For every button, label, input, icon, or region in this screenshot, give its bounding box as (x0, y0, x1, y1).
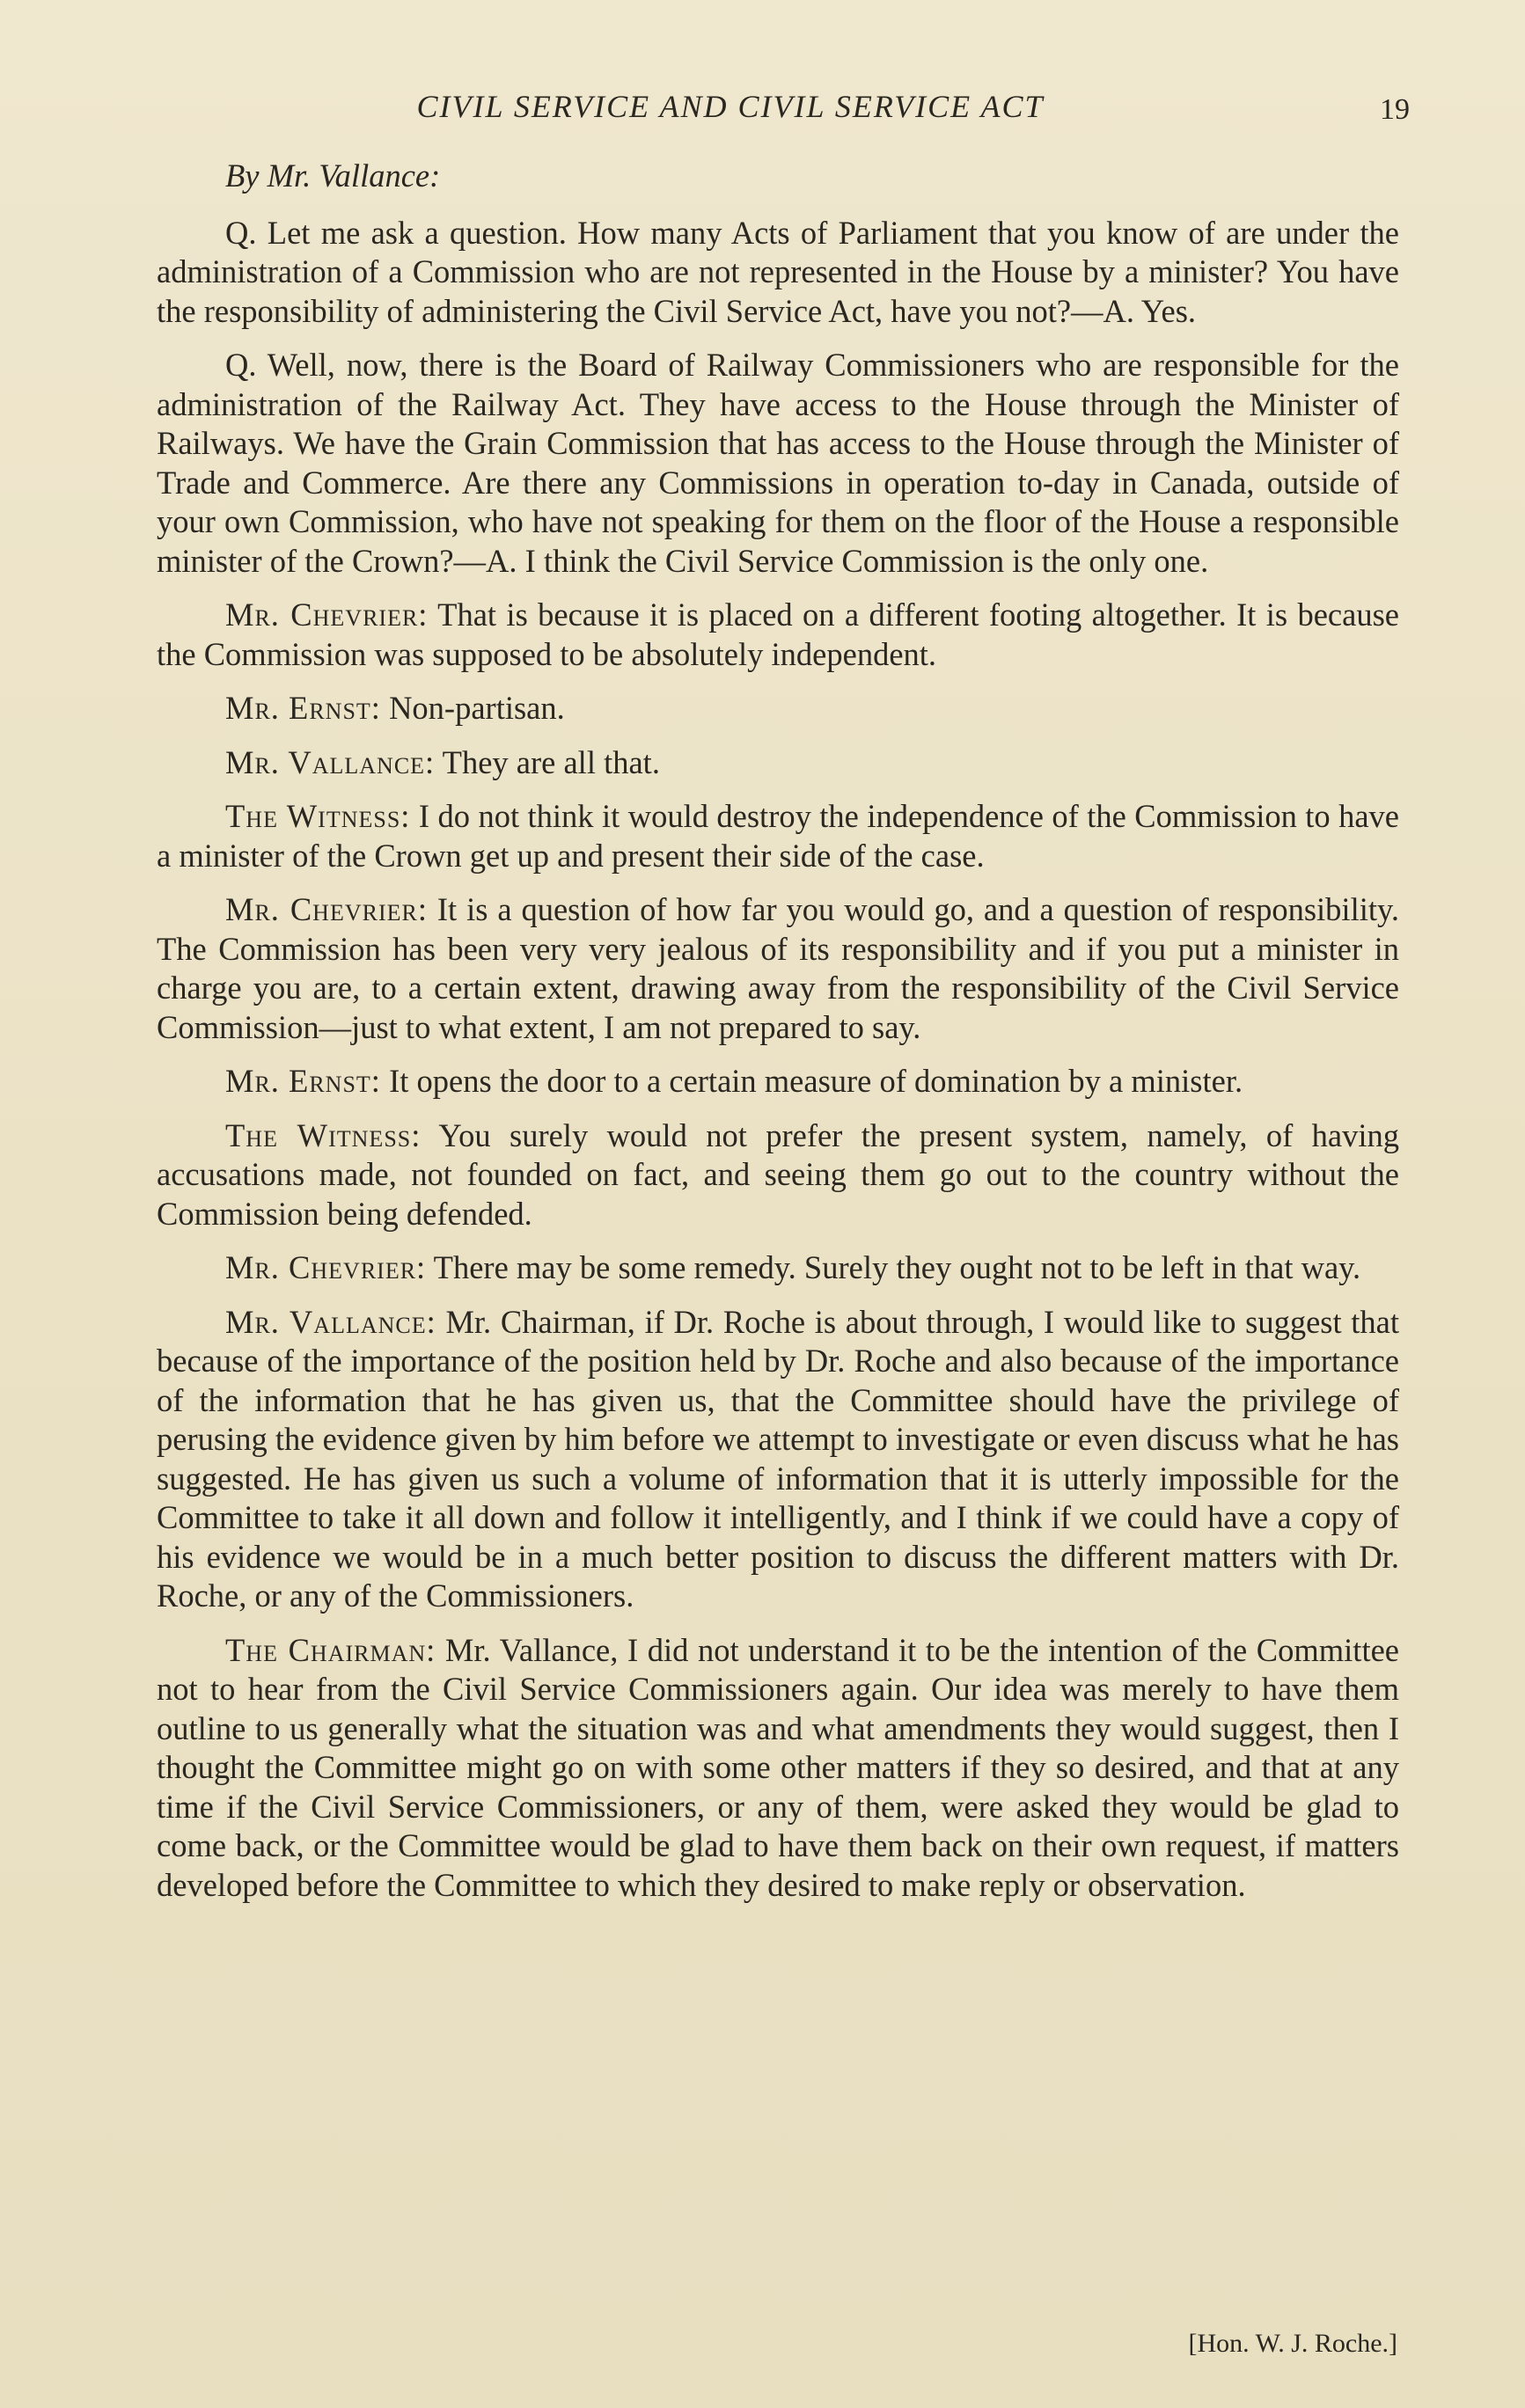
paragraph-5 (157, 743, 1399, 783)
paragraph-text: Mr. Vallance, I did not understand it to be the intention of the Committee not to hear from the Civil Service Commissioners again. Our idea was merely to have them outline to us generally what the situation was and what amendments they would suggest, then I thought the Committee might go on with some other matters if they so desired, and that at any time if the Civil Service Commissioners, or any of them, were asked they would be glad to come back, or the Committee would be glad to have them back on their own request, if matters developed before the Committee to which they desired to make reply or observation. (157, 1631, 1399, 1903)
speaker-name: The Witness: (225, 798, 411, 834)
paragraph-4 (157, 689, 1399, 728)
paragraph-2 (157, 346, 1399, 581)
byline: By Mr. Vallance: (225, 157, 441, 194)
speaker-name: Mr. Chevrier: (225, 1249, 427, 1285)
speaker-name: Mr. Ernst: (225, 690, 381, 726)
paragraph-3 (157, 596, 1399, 674)
running-title: CIVIL SERVICE AND CIVIL SERVICE ACT (416, 89, 1045, 124)
paragraph-text: Non-partisan. (389, 690, 565, 726)
paragraph-text: It is a question of how far you would go, and a question of responsibility. The Commission has been very very jealous of its responsibility and if you put a minister in charge you are, to a certain extent, drawing away from the responsibility of the Civil Service Commission—just to what extent, I am not prepared to say. (157, 891, 1399, 1045)
paragraph-text: Q. Let me ask a question. How many Acts of Parliament that you know of are under the administration of a Commission who are not represented in the House by a minister? You have the responsibility of administering the Civil Service Act, have you not?—A. Yes. (157, 214, 1399, 329)
paragraph-12 (157, 1631, 1399, 1906)
speaker-name: The Chairman: (225, 1631, 436, 1668)
speaker-name: Mr. Ernst: (225, 1063, 381, 1099)
paragraph-text: That is because it is placed on a different footing altogether. It is because the Commission was supposed to be absolutely independent. (157, 597, 1399, 672)
paragraph-text: Mr. Chairman, if Dr. Roche is about through, I would like to suggest that because of the importance of the position held by Dr. Roche and also because of the importance of the information that he has given us, that the Committee should have the privilege of perusing the evidence given by him before we attempt to investigate or even discuss what he has suggested. He has given us such a volume of information that it is utterly impossible for the Committee to take it all down and follow it intelligently, and I think if we could have a copy of his evidence we would be in a much better position to discuss the different matters with Dr. Roche, or any of the Commissioners. (157, 1303, 1400, 1614)
paragraph-9 (157, 1116, 1399, 1234)
paragraph-6 (157, 797, 1399, 875)
paragraph-8 (157, 1062, 1399, 1102)
speaker-name: Mr. Vallance: (225, 1303, 436, 1340)
paragraph-text: I do not think it would destroy the independence of the Commission to have a minister of the Crown get up and present their side of the case. (157, 798, 1400, 874)
speaker-name: Mr. Chevrier: (225, 891, 428, 927)
speaker-name: Mr. Chevrier: (225, 597, 429, 633)
paragraph-text: You surely would not prefer the present system, namely, of having accusations made, not founded on fact, and seeing them go out to the country without the Commission being defended. (157, 1116, 1399, 1232)
page-number: 19 (1380, 93, 1410, 126)
paragraph-7 (157, 890, 1399, 1047)
speaker-name: Mr. Vallance: (225, 743, 436, 780)
paragraph-11 (157, 1303, 1399, 1616)
paragraph-1 (157, 214, 1399, 332)
paragraph-10 (157, 1248, 1399, 1288)
paragraph-text: They are all that. (442, 743, 660, 780)
paragraph-text: It opens the door to a certain measure of domination by a minister. (389, 1063, 1243, 1099)
speaker-attribution: [Hon. W. J. Roche.] (1188, 2329, 1397, 2358)
speaker-name: The Witness: (225, 1116, 422, 1153)
page-body (157, 157, 1399, 1920)
paragraph-text: Q. Well, now, there is the Board of Railway Commissioners who are responsible for the administration of the Railway Act. They have access to the House through the Minister of Railways. We have the Grain Commission that has access to the House through the Minister of Trade and Commerce. Are there any Commissions in operation to-day in Canada, outside of your own Commission, who have not speaking for them on the floor of the House a responsible minister of the Crown?—A. I think the Civil Service Commission is the only one. (157, 347, 1399, 579)
paragraph-text: There may be some remedy. Surely they ought not to be left in that way. (433, 1249, 1361, 1285)
